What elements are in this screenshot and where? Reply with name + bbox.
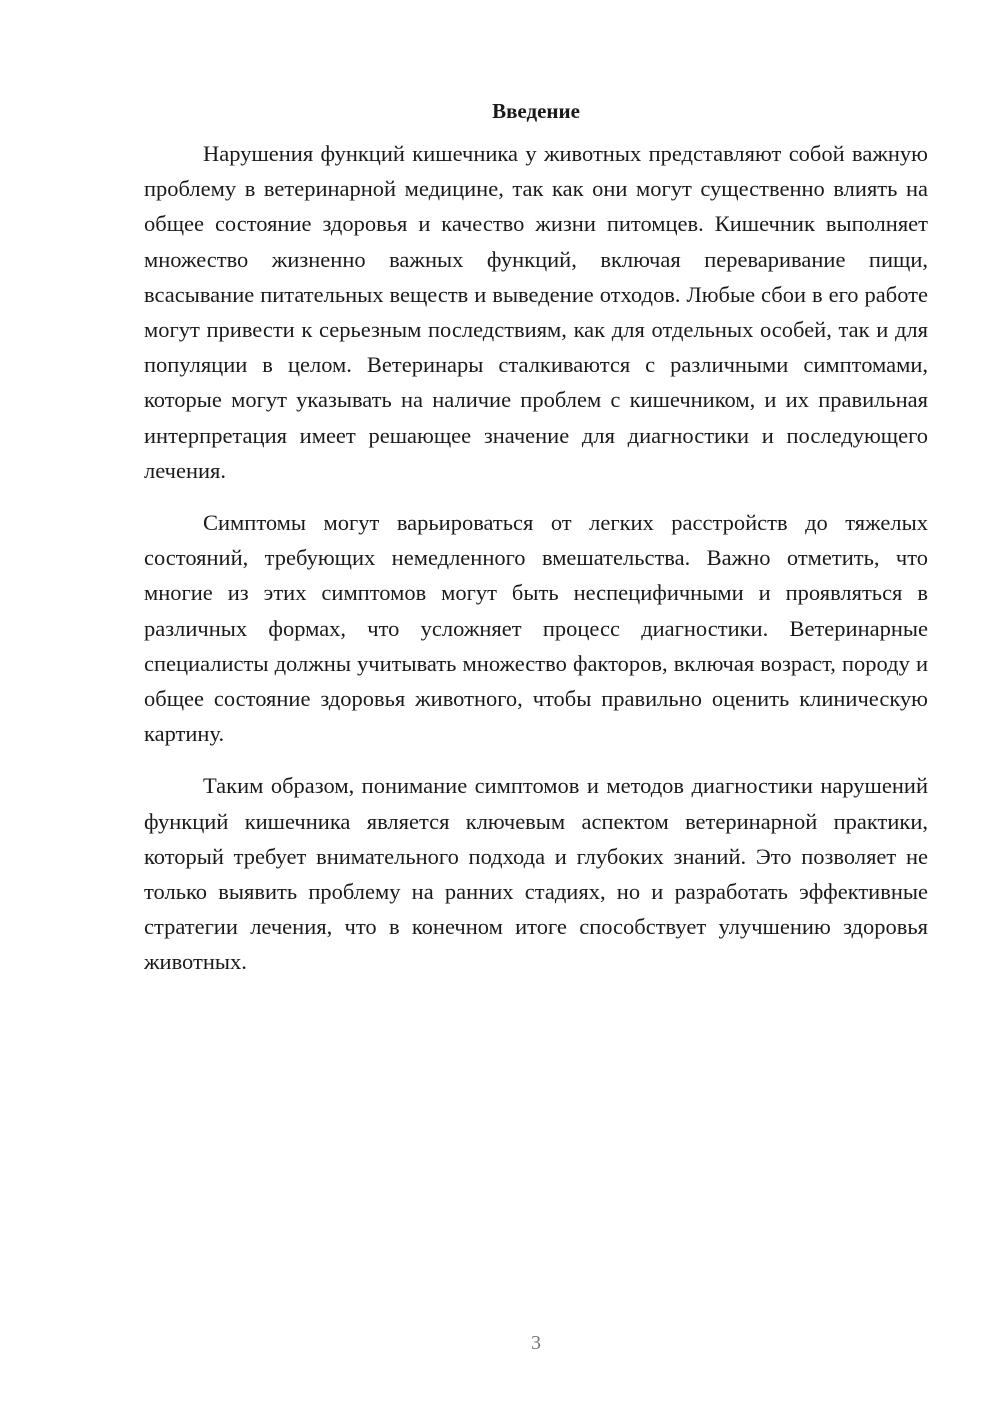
page-content [144, 96, 928, 980]
paragraph-2: Симптомы могут варьироваться от легких расстройств до тяжелых состояний, требующих немедленного вмешательства. Важно отметить, что многие из этих симптомов могут быть неспецифичными и проявляться в различных формах, что усложняет процесс диагностики. Ветеринарные специалисты должны учитывать множество факторов, включая возраст, породу и общее состояние здоровья животного, чтобы правильно оценить клиническую картину. [144, 510, 928, 747]
paragraph-3: Таким образом, понимание симптомов и методов диагностики нарушений функций кишечника является ключевым аспектом ветеринарной практики, который требует внимательного подхода и глубоких знаний. Это позволяет не только выявить проблему на ранних стадиях, но и разработать эффективные стратегии лечения, что в конечном итоге способствует улучшению здоровья животных. [144, 773, 928, 975]
section-heading: Введение [492, 99, 580, 123]
page-number: 3 [531, 1332, 541, 1354]
paragraph-1: Нарушения функций кишечника у животных представляют собой важную проблему в ветеринарной медицине, так как они могут существенно влиять на общее состояние здоровья и качество жизни питомцев. Кишечник выполняет множество жизненно важных функций, включая переваривание пищи, всасывание питательных веществ и выведение отходов. Любые сбои в его работе могут привести к серьезным последствиям, как для отдельных особей, так и для популяции в целом. Ветеринары сталкиваются с различными симптомами, которые могут указывать на наличие проблем с кишечником, и их правильная интерпретация имеет решающее значение для диагностики и последующего лечения. [144, 141, 928, 483]
